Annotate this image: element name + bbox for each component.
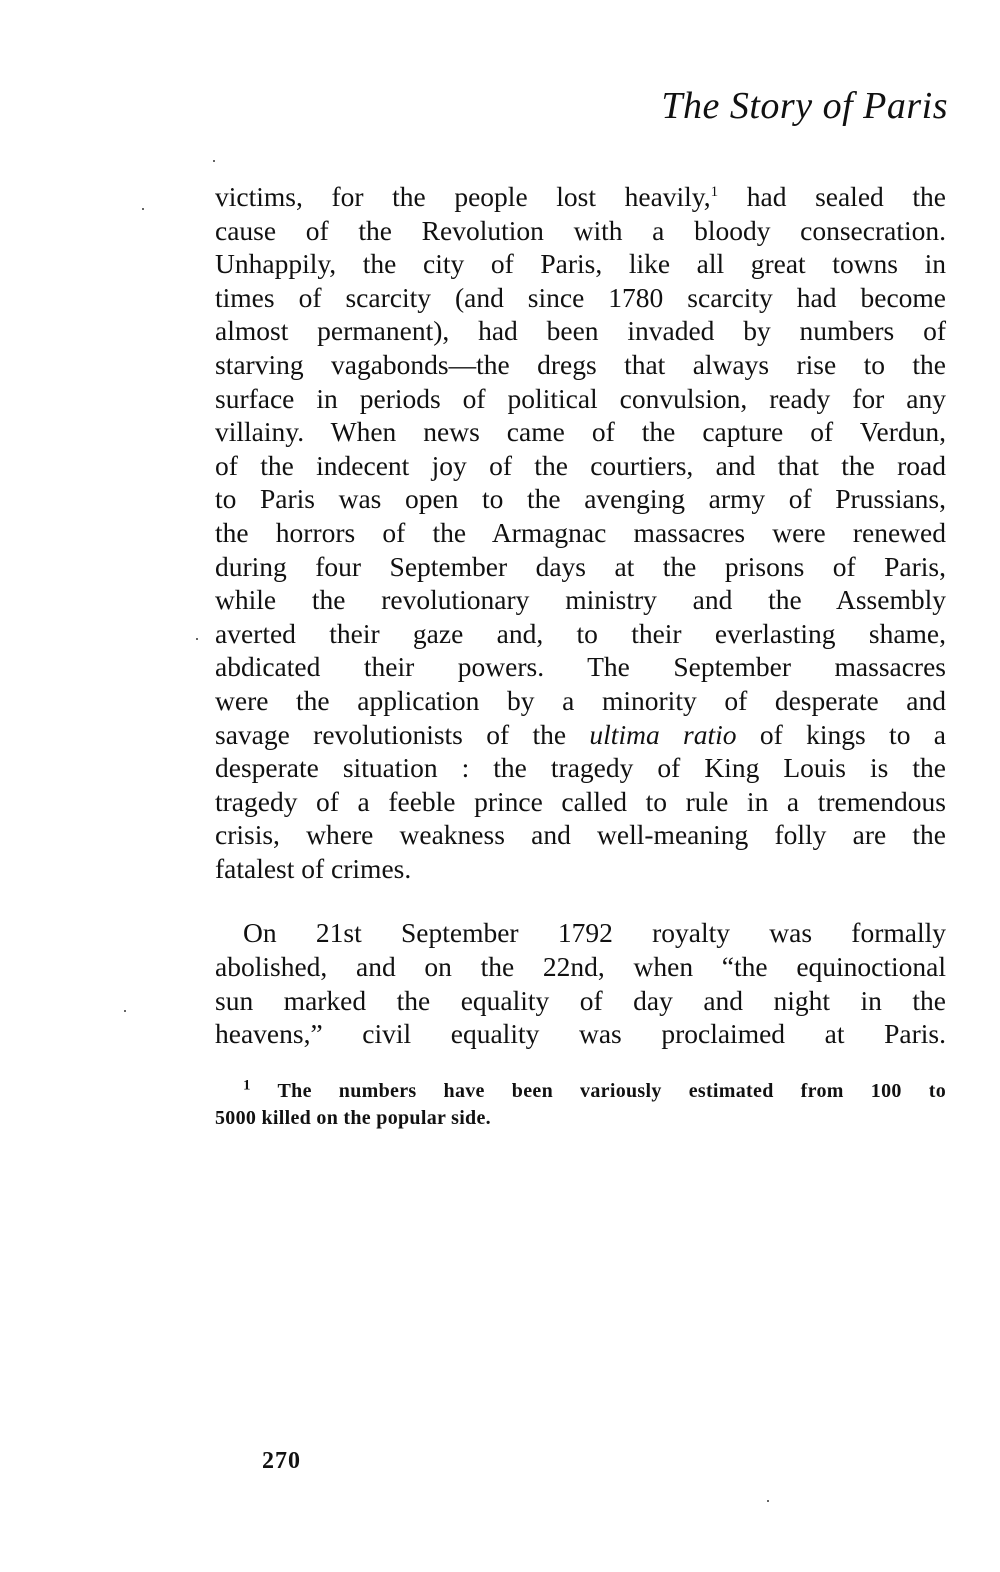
scan-speck	[213, 160, 215, 162]
text-line: fatalest of crimes.	[215, 852, 412, 884]
text-line: savage revolutionists of the ultima ratio of kings to a	[215, 718, 946, 750]
text-line: abdicated their powers. The September massacres	[215, 651, 946, 683]
running-header: The Story of Paris	[661, 85, 948, 127]
text-line: tragedy of a feeble prince called to rule in a tremendous	[215, 785, 946, 817]
paragraph	[215, 916, 946, 1050]
text-line: were the application by a minority of desperate and	[215, 684, 946, 716]
text-line: cause of the Revolution with a bloody consecration.	[215, 214, 946, 246]
text-line: while the revolutionary ministry and the Assembly	[215, 584, 946, 616]
text-line: surface in periods of political convulsion, ready for any	[215, 382, 946, 414]
text-line: during four September days at the prisons of Paris,	[215, 550, 946, 582]
text-line: Unhappily, the city of Paris, like all great towns in	[215, 248, 946, 280]
text-line: sun marked the equality of day and night in the	[215, 984, 946, 1016]
scan-speck	[142, 208, 144, 210]
text-line: crisis, where weakness and well-meaning folly are the	[215, 819, 946, 851]
text-line: heavens,” civil equality was proclaimed at Paris.	[215, 1018, 946, 1050]
footnote-line: $^1$ The numbers have been variously estimated from 100 to	[243, 1077, 946, 1102]
text-line: averted their gaze and, to their everlasting shame,	[215, 617, 946, 649]
text-line: starving vagabonds—the dregs that always rise to the	[215, 348, 946, 380]
footnote-line: 5000 killed on the popular side.	[215, 1107, 491, 1129]
footnote-reference[interactable]: 1	[710, 183, 719, 200]
text-line: desperate situation : the tragedy of King Louis is the	[215, 752, 946, 784]
text-line: of the indecent joy of the courtiers, and that the road	[215, 449, 946, 481]
text-line: victims, for the people lost heavily,$^1$ had sealed the	[215, 181, 946, 212]
footnote	[215, 1078, 946, 1132]
scan-speck	[124, 1010, 126, 1012]
text-line: to Paris was open to the avenging army of Prussians,	[215, 483, 946, 515]
italic-phrase: ultima ratio	[589, 718, 737, 750]
page-number: 270	[262, 1448, 301, 1474]
text-line: villainy. When news came of the capture of Verdun,	[215, 416, 946, 448]
text-line: almost permanent), had been invaded by numbers of	[215, 315, 946, 347]
paragraph	[215, 180, 946, 885]
main-text	[215, 180, 946, 1051]
text-line: abolished, and on the 22nd, when “the equinoctional	[215, 951, 946, 983]
scan-speck	[767, 1500, 769, 1502]
text-line: the horrors of the Armagnac massacres were renewed	[215, 516, 946, 548]
text-line: On 21st September 1792 royalty was formally	[243, 917, 946, 949]
scan-speck	[196, 638, 198, 640]
text-line: times of scarcity (and since 1780 scarcity had become	[215, 281, 946, 313]
footnote-marker: 1	[243, 1077, 251, 1094]
